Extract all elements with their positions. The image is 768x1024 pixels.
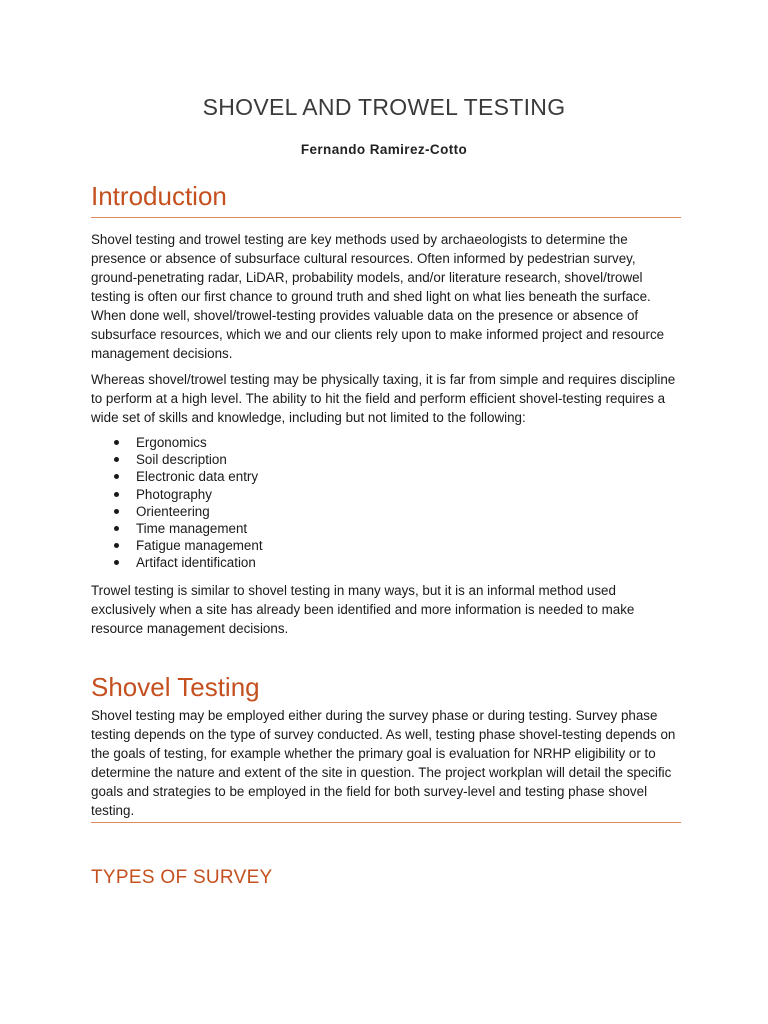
list-item: Soil description: [91, 451, 263, 468]
introduction-heading: Introduction: [91, 181, 227, 211]
list-item: Ergonomics: [91, 434, 263, 451]
skills-list: [91, 434, 263, 572]
introduction-paragraph-3: Trowel testing is similar to shovel testing in many ways, but it is an informal method used exclusively when a site has already been identified and more information is needed to make resource management decisions.: [91, 583, 635, 636]
list-item: Photography: [91, 486, 263, 503]
document-author: Fernando Ramirez-Cotto: [300, 142, 468, 157]
types-of-survey-heading: TYPES OF SURVEY: [91, 867, 273, 888]
introduction-paragraph-1: Shovel testing and trowel testing are key methods used by archaeologists to determine the presence or absence of subsurface cultural resources. Often informed by pedestrian survey, ground-penetrating radar, LiDAR, probability models, and/or literature research, shovel/trowel testing is often our first chance to ground truth and shed light on what lies beneath the surface. When done well, shovel/trowel-testing provides valuable data on the presence or absence of subsurface resources, which we and our clients rely upon to make informed project and resource management decisions.: [91, 232, 665, 361]
introduction-divider: [91, 217, 681, 218]
list-item: Fatigue management: [91, 537, 263, 554]
shovel-testing-divider: [91, 822, 681, 823]
document-title: SHOVEL AND TROWEL TESTING: [202, 94, 566, 120]
list-item: Time management: [91, 520, 263, 537]
shovel-testing-heading: Shovel Testing: [91, 672, 260, 702]
list-item: Orienteering: [91, 503, 263, 520]
list-item: Electronic data entry: [91, 468, 263, 485]
introduction-paragraph-2: Whereas shovel/trowel testing may be physically taxing, it is far from simple and requires discipline to perform at a high level. The ability to hit the field and perform efficient shovel-testing requires a wide set of skills and knowledge, including but not limited to the following:: [91, 372, 676, 425]
list-item: Artifact identification: [91, 554, 263, 571]
shovel-testing-paragraph: Shovel testing may be employed either during the survey phase or during testing. Survey phase testing depends on the type of survey conducted. As well, testing phase shovel-testing depends on the goals of testing, for example whether the primary goal is evaluation for NRHP eligibility or to determine the nature and extent of the site in question. The project workplan will detail the specific goals and strategies to be employed in the field for both survey-level and testing phase shovel testing.: [91, 708, 676, 818]
